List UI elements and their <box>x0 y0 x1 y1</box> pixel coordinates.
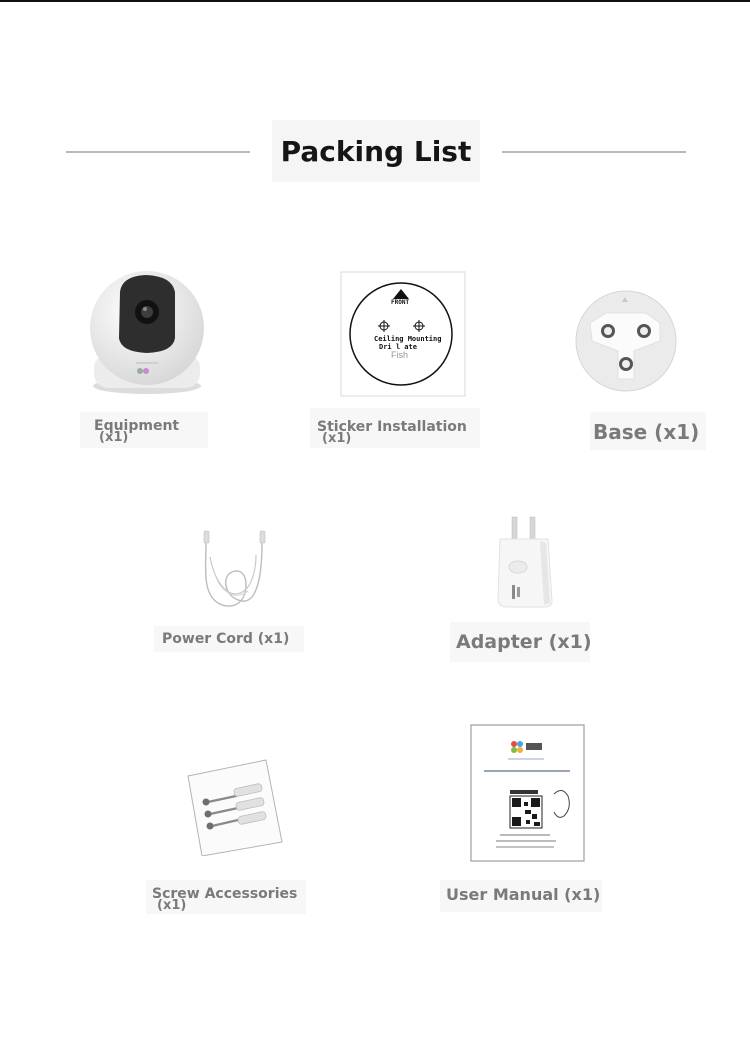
equipment-caption <box>94 419 179 444</box>
mounting-base-icon <box>572 289 682 393</box>
header-divider-right <box>502 151 686 153</box>
item-quantity: (x1) <box>99 430 129 445</box>
sticker-front-label: FRONT <box>391 299 410 306</box>
mounting-sticker-icon <box>340 271 466 397</box>
base-caption: Base (x1) <box>593 420 700 444</box>
adapter-caption: Adapter (x1) <box>456 631 592 653</box>
sticker-text-line1: Ceiling Mounting <box>374 335 442 343</box>
sticker-text-line2: Dri l ate <box>379 343 417 351</box>
power-cord-caption: Power Cord (x1) <box>162 631 290 647</box>
sticker-text-line3: Fish <box>391 350 409 360</box>
header-divider-left <box>66 151 250 153</box>
sticker-caption <box>317 420 467 445</box>
top-border <box>0 0 750 2</box>
item-name: Equipment <box>94 418 180 434</box>
security-camera-icon <box>80 262 210 402</box>
user-manual-icon <box>470 724 586 862</box>
screw-kit-icon <box>186 756 286 856</box>
power-cord-icon <box>196 527 276 611</box>
item-name: Sticker Installation <box>317 419 467 435</box>
power-adapter-icon <box>494 515 558 613</box>
item-quantity: (x1) <box>322 431 352 446</box>
item-name: Screw Accessories <box>152 886 298 902</box>
user-manual-caption: User Manual (x1) <box>446 885 601 904</box>
item-quantity: (x1) <box>157 898 187 913</box>
page-title: Packing List <box>272 120 480 182</box>
screw-accessories-caption <box>152 887 297 912</box>
